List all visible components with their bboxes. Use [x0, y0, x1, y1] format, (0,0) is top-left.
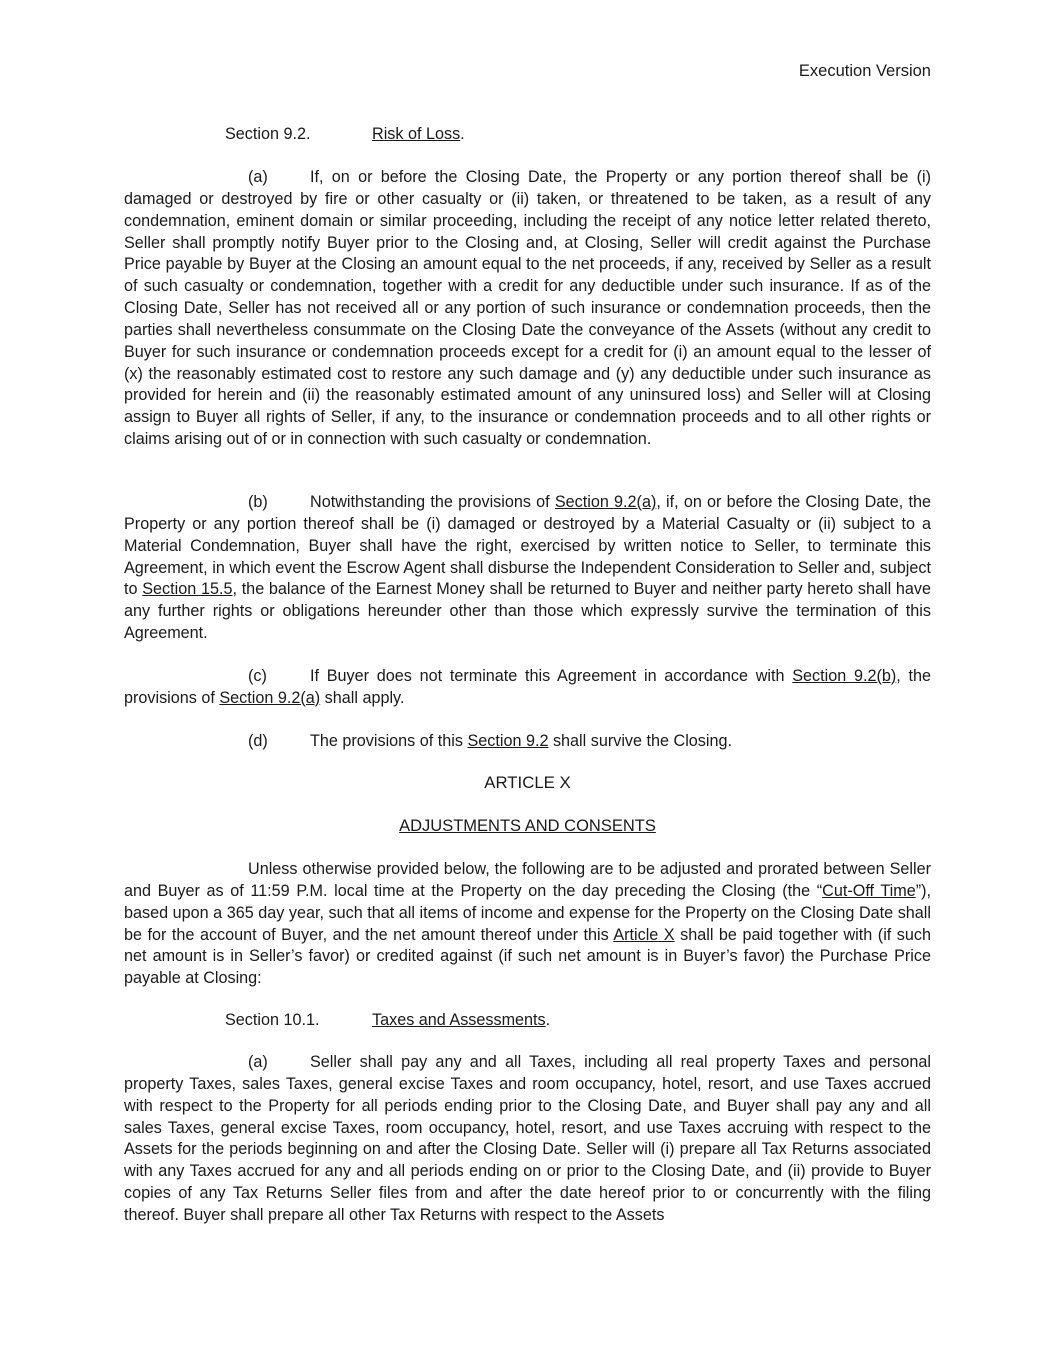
section-10-1-heading — [225, 1011, 551, 1030]
paragraph-9-2-d — [248, 731, 732, 753]
cross-reference: Section 9.2(b) — [792, 667, 897, 685]
document-version-header: Execution Version — [798, 62, 931, 80]
cross-reference: Section 9.2(a) — [219, 688, 321, 707]
paragraph-text: , the provisions of — [124, 667, 931, 707]
defined-term: Cut-Off Time — [822, 881, 916, 900]
paragraph-label: (c) — [248, 667, 267, 685]
section-number: Section 9.2. — [225, 125, 311, 143]
paragraph-label: (d) — [248, 732, 268, 750]
paragraph-text: ”), based upon a 365 day year, such that all items of income and expense for the Property on the Closing Date shall be for the account of Buyer, and the net amount thereof under this — [124, 881, 931, 944]
article-heading: ARTICLE X — [484, 773, 571, 792]
cross-reference: Section 9.2 — [467, 732, 549, 750]
section-number: Section 10.1. — [225, 1011, 320, 1029]
paragraph-text: If Buyer does not terminate this Agreement in accordance with — [310, 667, 793, 685]
paragraph-text: Notwithstanding the provisions of — [310, 493, 555, 511]
paragraph-text: shall be paid together with (if such net amount is in Seller’s favor) or credited against (if such net amount is in Buyer’s favor) the Purchase Price payable at Closing: — [124, 925, 931, 988]
paragraph-text: Seller shall pay any and all Taxes, including all real property Taxes and personal property Taxes, sales Taxes, general excise Taxes and room occupancy, hotel, resort, and use Taxes accrued with respect to the Property for all periods ending prior to the Closing Date, and Buyer shall pay any and all sales Taxes, general excise Taxes, room occupancy, hotel, resort, and use Taxes accruing with respect to the Assets for the periods beginning on and after the Closing Date. Seller will (i) prepare all Tax Returns associated with any Taxes accrued for any and all periods ending on or prior to the Closing Date, and (ii) provide to Buyer copies of any Tax Returns Seller files from and after the date hereof prior to or concurrently with the filing thereof. Buyer shall prepare all other Tax Returns with respect to the Assets — [124, 1053, 931, 1224]
period: . — [460, 125, 465, 143]
period: . — [545, 1011, 551, 1029]
paragraph-label: (a) — [248, 1053, 268, 1071]
article-title — [124, 817, 931, 836]
paragraph-10-1-a — [124, 1052, 931, 1227]
paragraph-text: shall apply. — [320, 688, 405, 707]
cross-reference: Article X — [613, 925, 675, 944]
section-9-2-heading — [225, 125, 465, 144]
paragraph-text: If, on or before the Closing Date, the Property or any portion thereof shall be (i) damaged or destroyed by fire or other casualty or (ii) taken, or threatened to be taken, as a result of any condemnation, eminent domain or similar proceeding, including the receipt of any notice letter related thereto, Seller shall promptly notify Buyer prior to the Closing and, at Closing, Seller will credit against the Purchase Price payable by Buyer at the Closing an amount equal to the net proceeds, if any, received by Seller as a result of such casualty or condemnation, together with a credit for any deductible under such insurance. If as of the Closing Date, Seller has not received all or any portion of such insurance or condemnation proceeds, then the parties shall nevertheless consummate on the Closing Date the conveyance of the Assets (without any credit to Buyer for such insurance or condemnation proceeds except for a credit for (i) an amount equal to the lesser of (x) the reasonably estimated cost to restore any such damage and (y) any deductible under such insurance as provided for herein and (ii) the reasonably estimated amount of any uninsured loss) and Seller will at Closing assign to Buyer all rights of Seller, if any, to the insurance or condemnation proceeds and to all other rights or claims arising out of or in connection with such casualty or condemnation. — [124, 168, 931, 449]
paragraph-9-2-a — [124, 167, 931, 451]
paragraph-text: Unless otherwise provided below, the following are to be adjusted and prorated between Seller and Buyer as of 11:59 P.M. local time at the Property on the day preceding the Closing (the “ — [124, 860, 931, 900]
paragraph-text: shall survive the Closing. — [548, 732, 732, 750]
paragraph-text: The provisions of this — [310, 732, 468, 750]
paragraph-text: , the balance of the Earnest Money shall be returned to Buyer and neither party hereto shall have any further rights or obligations hereunder other than those which expressly survive the termination of this Agreement. — [124, 580, 932, 643]
article-intro-paragraph — [124, 859, 931, 990]
section-title: Risk of Loss — [372, 125, 461, 143]
paragraph-9-2-c — [124, 666, 931, 710]
paragraph-label: (a) — [248, 168, 268, 186]
cross-reference: Section 9.2(a) — [554, 493, 657, 511]
paragraph-text: , if, on or before the Closing Date, the Property or any portion thereof shall be (i) damaged or destroyed by a Material Casualty or (ii) subject to a Material Condemnation, Buyer shall have the right, exercised by written notice to Seller, to terminate this Agreement, in which event the Escrow Agent shall disburse the Independent Consideration to Seller and, subject to — [124, 493, 932, 599]
article-title-text: ADJUSTMENTS AND CONSENTS — [399, 817, 656, 835]
cross-reference: Section 15.5 — [142, 580, 233, 599]
paragraph-label: (b) — [248, 493, 268, 511]
section-title: Taxes and Assessments — [372, 1011, 546, 1029]
paragraph-9-2-b — [124, 492, 931, 645]
